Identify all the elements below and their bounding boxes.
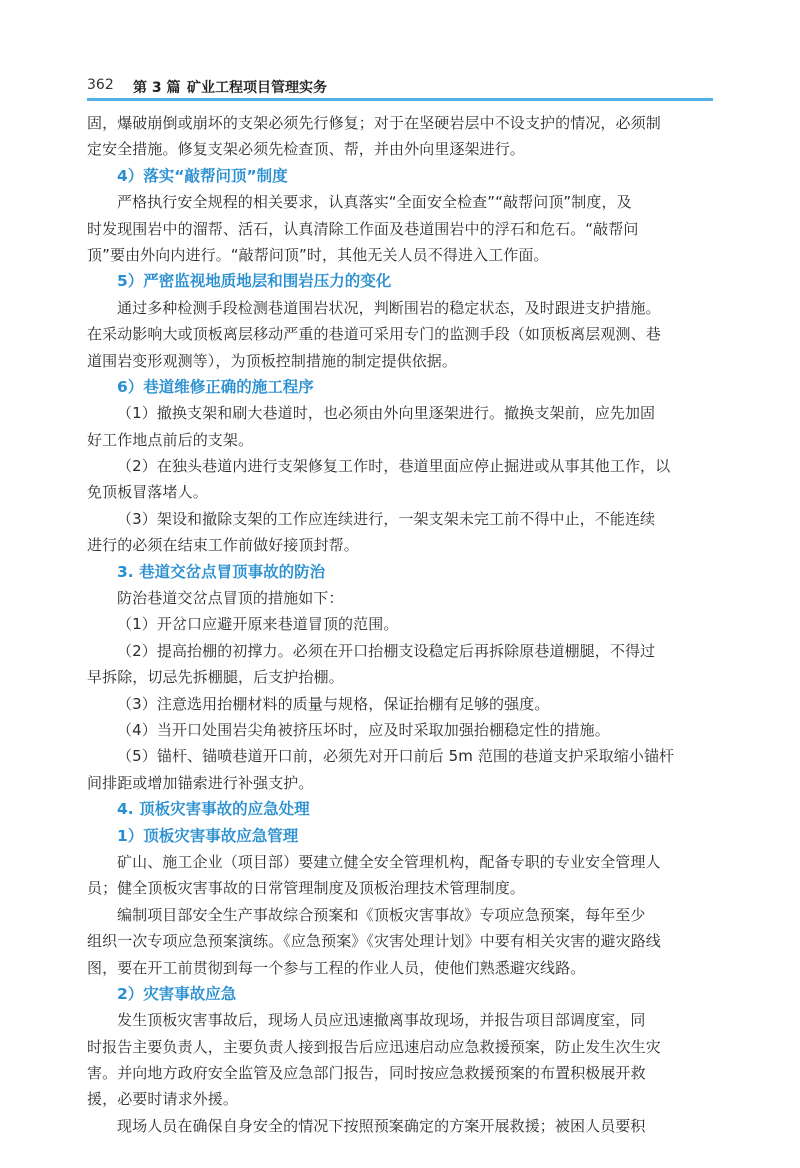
text-line: 编制项目部安全生产事故综合预案和《顶板灾害事故》专项应急预案，每年至少 — [117, 905, 646, 924]
text-line: 在采动影响大或顶板离层移动严重的巷道可采用专门的监测手段（如顶板离层观测、巷 — [87, 325, 661, 344]
text-line: 间排距或增加锚索进行补强支护。 — [87, 773, 314, 792]
part-label: 第 3 篇 — [133, 80, 181, 96]
section-heading: 1）顶板灾害事故应急管理 — [117, 826, 299, 845]
text-line: （4）当开口处围岩尖角被挤压坏时，应及时采取加强抬棚稳定性的措施。 — [117, 720, 610, 739]
text-line: 害。并向地方政府安全监管及应急部门报告，同时按应急救援预案的布置积极展开救 — [87, 1064, 646, 1083]
text-line: 顶”要由外向内进行。“敲帮问顶”时，其他无关人员不得进入工作面。 — [87, 245, 549, 264]
running-header — [87, 72, 713, 98]
text-line: 定安全措施。修复支架必须先检查顶、帮，并由外向里逐架进行。 — [87, 140, 525, 159]
text-line: （2）提高抬棚的初撑力。必须在开口抬棚支设稳定后再拆除原巷道棚腿，不得过 — [117, 641, 656, 660]
text-line: 图，要在开工前贯彻到每一个参与工程的作业人员，使他们熟悉避灾线路。 — [87, 958, 586, 977]
section-heading: 6）巷道维修正确的施工程序 — [117, 377, 314, 396]
text-line: 组织一次专项应急预案演练。《应急预案》《灾害处理计划》中要有相关灾害的避灾路线 — [87, 932, 661, 951]
page-body — [87, 110, 713, 1139]
text-line: 援，必要时请求外援。 — [87, 1090, 239, 1109]
text-line: 严格执行安全规程的相关要求，认真落实“全面安全检查”“敲帮问顶”制度，及 — [117, 193, 632, 212]
text-line: 现场人员在确保自身安全的情况下按照预案确定的方案开展救援；被困人员要积 — [117, 1116, 646, 1135]
section-heading: 3. 巷道交岔点冒顶事故的防治 — [117, 562, 326, 581]
book-title: 矿业工程项目管理实务 — [187, 80, 327, 96]
text-line: （2）在独头巷道内进行支架修复工作时，巷道里面应停止掘进或从事其他工作，以 — [117, 457, 671, 476]
section-heading: 4）落实“敲帮问顶”制度 — [117, 166, 288, 185]
text-line: 早拆除，切忌先拆棚腿，后支护抬棚。 — [87, 668, 344, 687]
text-line: 道围岩变形观测等），为顶板控制措施的制定提供依据。 — [87, 351, 458, 370]
page-number: 362 — [87, 77, 114, 93]
text-line: 防治巷道交岔点冒顶的措施如下： — [117, 589, 344, 608]
text-line: 员；健全顶板灾害事故的日常管理制度及顶板治理技术管理制度。 — [87, 879, 525, 898]
section-heading: 4. 顶板灾害事故的应急处理 — [117, 800, 310, 819]
text-line: （1）撤换支架和刷大巷道时，也必须由外向里逐架进行。撤换支架前，应先加固 — [117, 404, 656, 423]
text-line: （3）架设和撤除支架的工作应连续进行，一架支架未完工前不得中止，不能连续 — [117, 509, 656, 528]
section-heading: 5）严密监视地质地层和围岩压力的变化 — [117, 272, 392, 291]
text-line: 进行的必须在结束工作前做好接顶封帮。 — [87, 536, 359, 555]
text-line: 固，爆破崩倒或崩坏的支架必须先行修复；对于在坚硬岩层中不设支护的情况，必须制 — [87, 114, 661, 132]
text-line: （3）注意选用抬棚材料的质量与规格，保证抬棚有足够的强度。 — [117, 694, 550, 713]
section-heading: 2）灾害事故应急 — [117, 984, 237, 1003]
text-line: 免顶板冒落堵人。 — [87, 483, 208, 502]
text-line: 好工作地点前后的支架。 — [87, 430, 254, 449]
header-rule — [87, 98, 713, 101]
text-line: 发生顶板灾害事故后，现场人员应迅速撤离事故现场，并报告项目部调度室，同 — [117, 1011, 646, 1030]
text-line: （1）开岔口应避开原来巷道冒顶的范围。 — [117, 615, 399, 634]
text-line: （5）锚杆、锚喷巷道开口前，必须先对开口前后 5m 范围的巷道支护采取缩小锚杆 — [117, 747, 675, 766]
text-line: 时发现围岩中的溜帮、活石，认真清除工作面及巷道围岩中的浮石和危石。“敲帮问 — [87, 219, 639, 238]
text-line: 通过多种检测手段检测巷道围岩状况，判断围岩的稳定状态，及时跟进支护措施。 — [117, 298, 661, 317]
text-line: 时报告主要负责人，主要负责人接到报告后应迅速启动应急救援预案，防止发生次生灾 — [87, 1037, 661, 1056]
text-line: 矿山、施工企业（项目部）要建立健全安全管理机构，配备专职的专业安全管理人 — [117, 852, 661, 871]
